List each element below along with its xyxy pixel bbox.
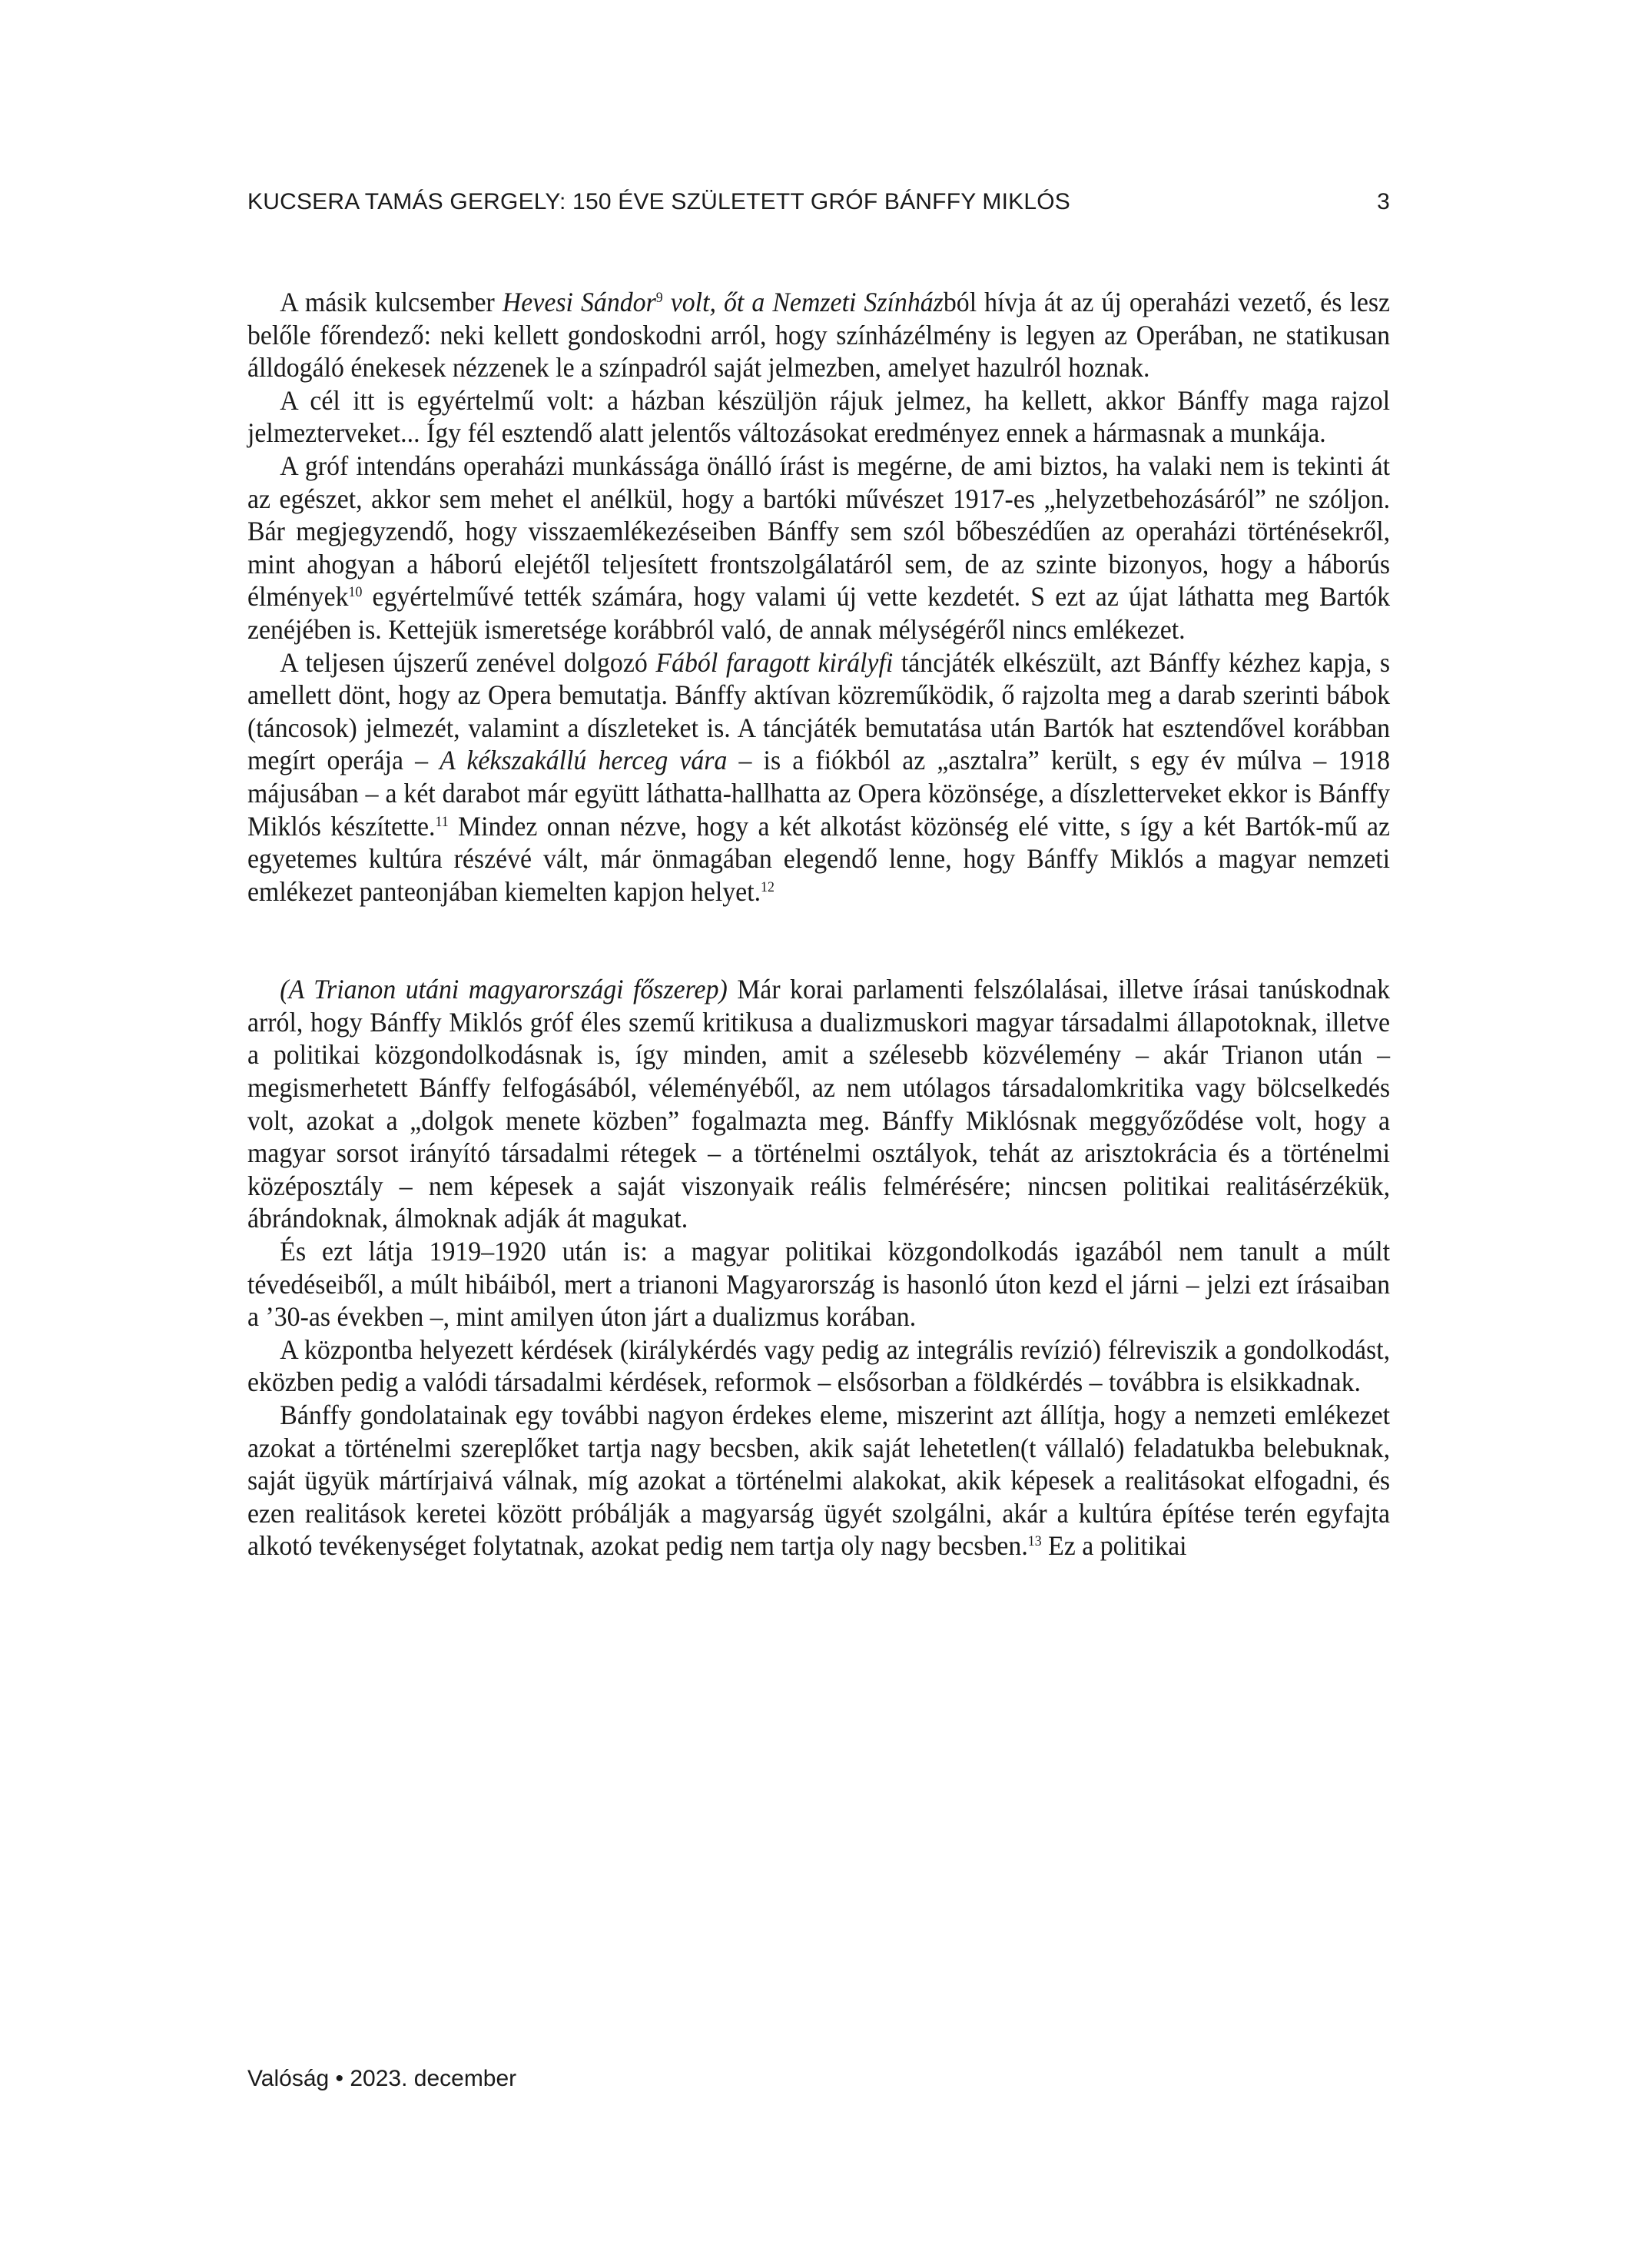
text-run: A központba helyezett kérdések (királykérdés vagy pedig az integrális revízió) félreviszik a gondolkodást, eközben pedig a valódi társadalmi kérdések, reformok – elsősorban a földkérdés – továbbra is elsikkadnak.: [247, 1333, 1391, 1398]
running-header: [247, 189, 1390, 215]
paragraph: [247, 450, 1390, 646]
paragraph: [247, 286, 1390, 384]
article-body: [247, 286, 1390, 1562]
text-run: Már korai parlamenti felszólalásai, illetve írásai tanúskodnak arról, hogy Bánffy Miklós gróf éles szemű kritikusa a dualizmuskori magyar társadalmi állapotoknak, illetve a politikai közgondolkodásnak is, így minden, amit a szélesebb közvélemény – akár Trianon után – megismerhetett Bánffy felfogásából, véleményéből, az nem utólagos társadalomkritika vagy bölcselkedés volt, azokat a „dolgok menete közben” fogalmazta meg. Bánffy Miklósnak meggyőződése volt, hogy a magyar sorsot irányító társadalmi rétegek – a történelmi osztályok, tehát az arisztokrácia és a történelmi középosztály – nem képesek a saját viszonyaik reális felmérésére; nincsen politikai realitásérzékük, ábrándoknak, álmoknak adják át magukat.: [247, 974, 1391, 1234]
footnote-ref: 12: [761, 878, 775, 895]
text-run: Ez a politikai: [1041, 1530, 1187, 1562]
text-run: A teljesen újszerű zenével dolgozó: [280, 646, 656, 678]
footnote-ref: 9: [655, 290, 663, 306]
text-run: És ezt látja 1919–1920 után is: a magyar politikai közgondolkodás igazából nem tanult a múlt tévedéseiből, a múlt hibáiból, mert a trianoni Magyarország is hasonló úton kezd el járni – jelzi ezt írásaiban a ’30-as években –, mint amilyen úton járt a dualizmus korában.: [247, 1236, 1391, 1333]
page-number: 3: [1377, 189, 1390, 214]
text-run: A gróf intendáns operaházi munkássága önálló írást is megérne, de ami biztos, ha valaki nem is tekinti át az egészet, akkor sem mehet el anélkül, hogy a bartóki művészet 1917-es „helyzetbehozásáról” ne szóljon. Bár megjegyzendő, hogy visszaemlékezéseiben Bánffy sem szól bőbeszédűen az operaházi történésekről, mint ahogyan a háború elejétől teljesített frontszolgálatáról sem, de az szinte bizonyos, hogy a háborús élmények: [247, 450, 1391, 613]
italic-text: A kékszakállú herceg vára: [440, 745, 728, 776]
text-run: A cél itt is egyértelmű volt: a házban készüljön rájuk jelmez, ha kellett, akkor Bánffy maga rajzol jelmezterveket... Így fél esztendő alatt jelentős változásokat eredményez ennek a hármasnak a munkája.: [247, 384, 1391, 449]
paragraph: [247, 1333, 1390, 1399]
publication-info: Valóság • 2023. december: [247, 2066, 517, 2091]
italic-text: volt, őt a Nemzeti Színház: [662, 287, 944, 317]
paragraph: [247, 973, 1390, 1235]
footnote-ref: 11: [435, 813, 449, 830]
italic-text: Fából faragott királyfi: [655, 646, 894, 678]
paragraph: [247, 1235, 1390, 1333]
text-run: – is a fiókból az „asztalra” került, s egy év múlva – 1918 májusában – a két darabot már együtt láthatta-hallhatta az Opera közönsége, a díszletterveket ekkor is Bánffy Miklós készítette.: [247, 745, 1391, 842]
footnote-ref: 10: [348, 584, 363, 601]
text-run: Mindez onnan nézve, hogy a két alkotást közönség elé vitte, s így a két Bartók-mű az egyetemes kultúra részévé vált, már önmagában elegendő lenne, hogy Bánffy Miklós a magyar nemzeti emlékezet panteonjában kiemelten kapjon helyet.: [247, 810, 1391, 907]
running-title: KUCSERA TAMÁS GERGELY: 150 ÉVE SZÜLETETT GRÓF BÁNFFY MIKLÓS: [247, 189, 1070, 214]
text-run: táncjáték elkészült, azt Bánffy kézhez kapja, s amellett dönt, hogy az Opera bemutatja. Bánffy aktívan közreműködik, ő rajzolta meg a darab szerinti bábok (táncosok) jelmezét, valamint a díszleteket is. A táncjáték bemutatása után Bartók hat esztendővel korábban megírt operája –: [247, 646, 1391, 776]
text-run: A másik kulcsember: [280, 287, 503, 317]
footnote-ref: 13: [1027, 1533, 1042, 1550]
paragraph: [247, 384, 1390, 450]
text-run: Bánffy gondolatainak egy további nagyon érdekes eleme, miszerint azt állítja, hogy a nemzeti emlékezet azokat a történelmi szereplőket tartja nagy becsben, akik saját lehetetlen(t vállaló) feladatukba belebuknak, saját ügyük mártírjaivá válnak, míg azokat a történelmi alakokat, akik képesek a realitásokat elfogadni, és ezen realitások keretei között próbálják a magyarság ügyét szolgálni, akár a kultúra építése terén egyfajta alkotó tevékenységet folytatnak, azokat pedig nem tartja oly nagy becsben.: [247, 1400, 1391, 1562]
text-run: ból hívja át az új operaházi vezető, és lesz belőle főrendező: neki kellett gondoskodni arról, hogy színházélmény is legyen az Operában, ne statikusan álldogáló énekesek nézzenek le a színpadról saját jelmezben, amelyet hazulról hoznak.: [247, 287, 1391, 384]
paragraph: [247, 1399, 1390, 1562]
paragraph: [247, 646, 1390, 908]
page-footer: [247, 2066, 516, 2092]
text-run: egyértelművé tették számára, hogy valami új vette kezdetét. S ezt az újat láthatta meg Bartók zenéjében is. Kettejük ismeretsége korábbról való, de annak mélységéről nincs emlékezet.: [247, 581, 1391, 645]
italic-text: Hevesi Sándor: [502, 287, 656, 317]
italic-text: (A Trianon utáni magyarországi főszerep): [280, 974, 728, 1005]
